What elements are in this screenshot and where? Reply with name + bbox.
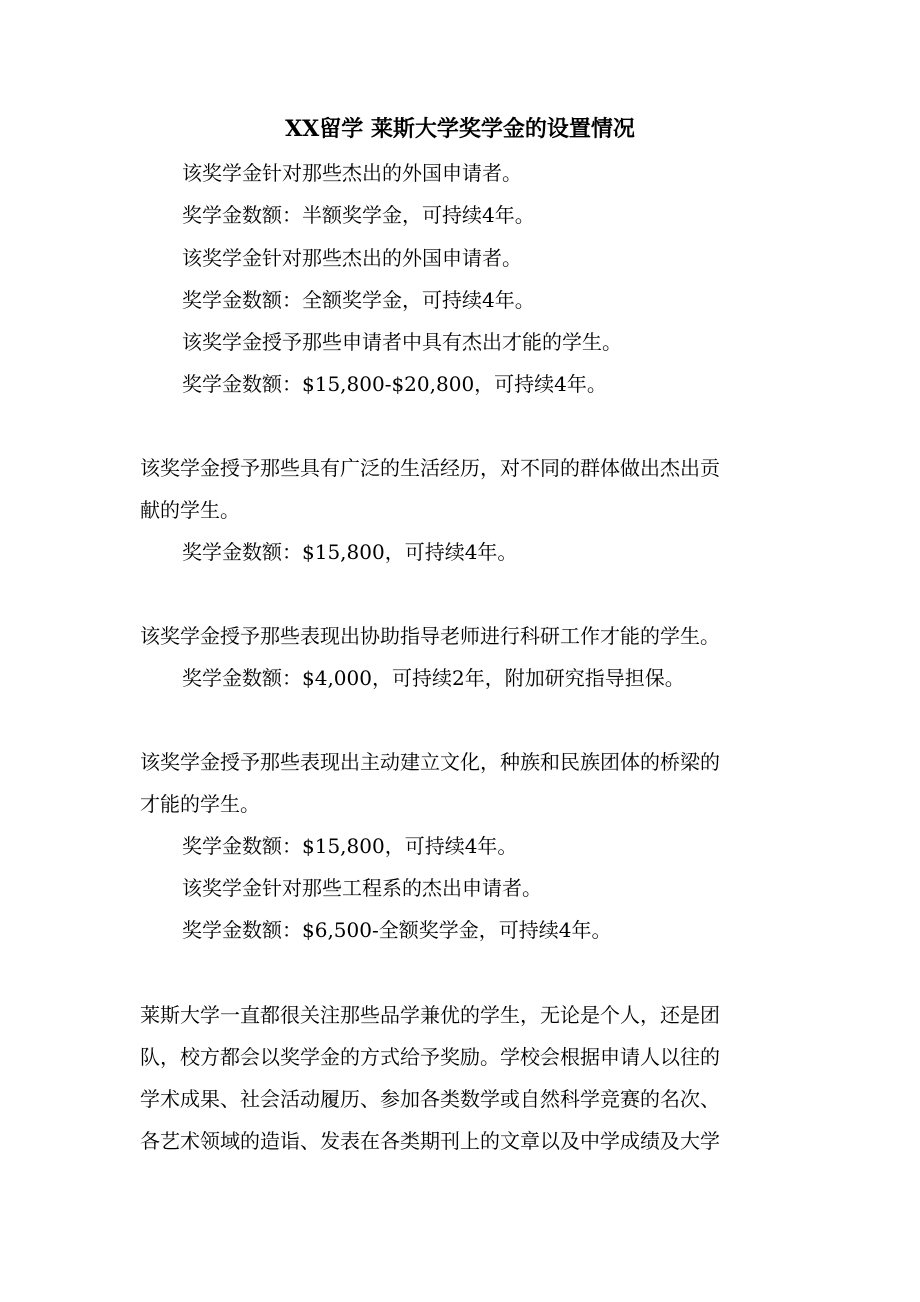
- paragraph-line: 奖学金数额：全额奖学金，可持续4年。: [182, 288, 535, 312]
- paragraph-line: 奖学金数额：$6,500-全额奖学金，可持续4年。: [182, 918, 612, 942]
- paragraph-line: 奖学金数额：$4,000，可持续2年，附加研究指导担保。: [182, 666, 685, 690]
- paragraph-line: 奖学金数额：半额奖学金，可持续4年。: [182, 203, 535, 227]
- paragraph-line: 该奖学金授予那些表现出协助指导老师进行科研工作才能的学生。: [140, 624, 720, 648]
- document-title: XX留学 莱斯大学奖学金的设置情况: [285, 116, 635, 142]
- paragraph-line: 该奖学金授予那些申请者中具有杰出才能的学生。: [182, 330, 622, 354]
- paragraph-line: 奖学金数额：$15,800-$20,800，可持续4年。: [182, 372, 607, 396]
- paragraph-line: 该奖学金针对那些杰出的外国申请者。: [182, 246, 522, 270]
- paragraph-line: 莱斯大学一直都很关注那些品学兼优的学生，无论是个人，还是团: [140, 1003, 720, 1027]
- paragraph-line: 该奖学金授予那些具有广泛的生活经历，对不同的群体做出杰出贡: [140, 456, 720, 480]
- paragraph-line: 该奖学金针对那些工程系的杰出申请者。: [182, 876, 542, 900]
- paragraph-line: 才能的学生。: [140, 792, 260, 816]
- paragraph-line: 队，校方都会以奖学金的方式给予奖励。学校会根据申请人以往的: [140, 1045, 720, 1069]
- paragraph-line: 各艺术领域的造诣、发表在各类期刊上的文章以及中学成绩及大学: [140, 1129, 720, 1153]
- paragraph-line: 该奖学金针对那些杰出的外国申请者。: [182, 161, 522, 185]
- paragraph-line: 献的学生。: [140, 498, 240, 522]
- paragraph-line: 该奖学金授予那些表现出主动建立文化，种族和民族团体的桥梁的: [140, 750, 720, 774]
- paragraph-line: 奖学金数额：$15,800，可持续4年。: [182, 540, 518, 564]
- paragraph-line: 奖学金数额：$15,800，可持续4年。: [182, 834, 518, 858]
- paragraph-line: 学术成果、社会活动履历、参加各类数学或自然科学竞赛的名次、: [140, 1087, 720, 1111]
